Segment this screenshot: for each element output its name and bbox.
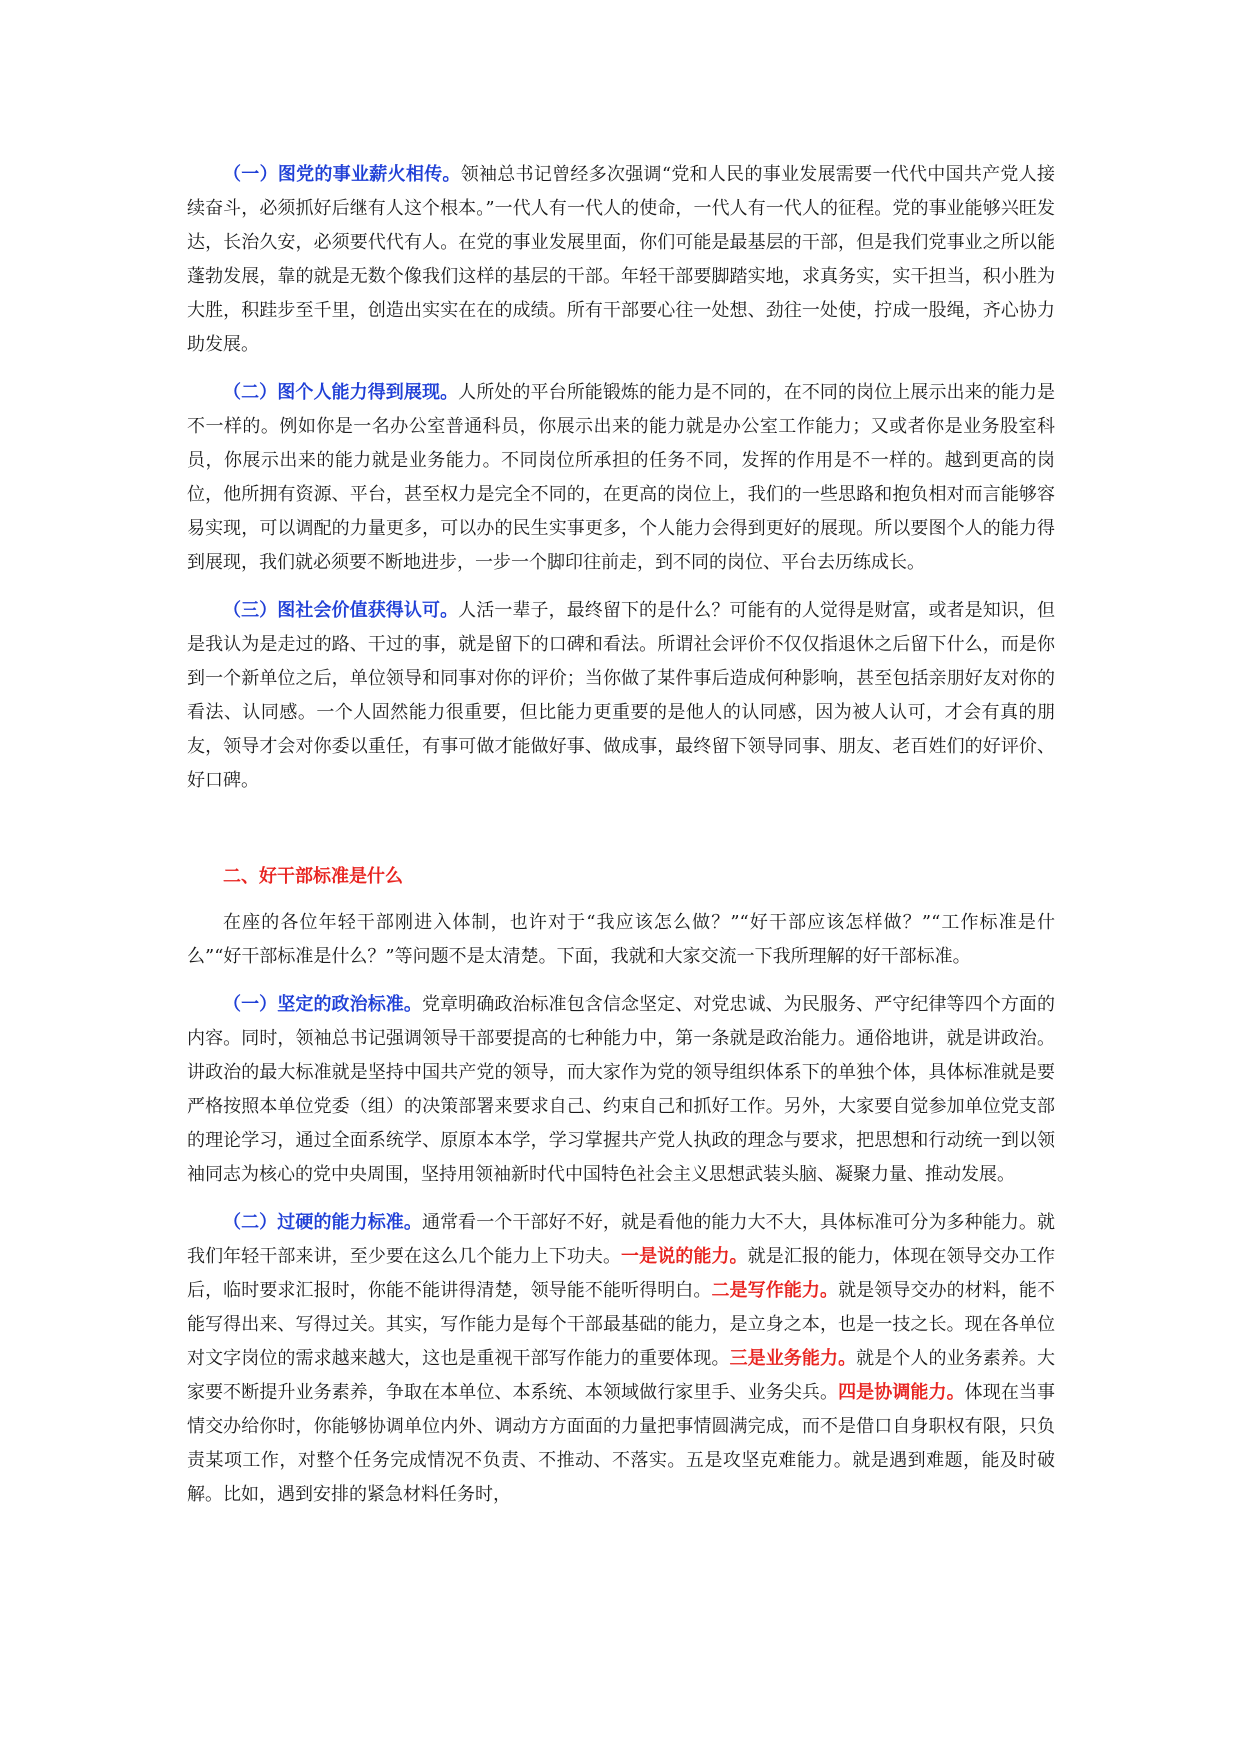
paragraph-text: 就是领导交办的材料，能不能写得出来、写得过关。其实，写作能力是每个干部最基础的能力，是立身之本，也是一技之长。现在各单位对文字岗位的需求越来越大，这也是重视干部写作能力的重要体现。 xyxy=(187,1280,1056,1369)
paragraph-lead: （二）过硬的能力标准。 xyxy=(223,1212,422,1233)
paragraph-text: 人所处的平台所能锻炼的能力是不同的，在不同的岗位上展示出来的能力是不一样的。例如你是一名办公室普通科员，你展示出来的能力就是办公室工作能力；又或者你是业务股室科员，你展示出来的能力就是业务能力。不同岗位所承担的任务不同，发挥的作用是不一样的。越到更高的岗位，他所拥有资源、平台，甚至权力是完全不同的，在更高的岗位上，我们的一些思路和抱负相对而言能够容易实现，可以调配的力量更多，可以办的民生实事更多，个人能力会得到更好的展现。所以要图个人的能力得到展现，我们就必须要不断地进步，一步一个脚印往前走，到不同的岗位、平台去历练成长。 xyxy=(187,382,1055,573)
paragraph-text: 体现在当事情交办给你时，你能够协调单位内外、调动方方面面的力量把事情圆满完成，而不是借口自身职权有限，只负责某项工作，对整个任务完成情况不负责、不推动、不落实。五是攻坚克难能力。就是遇到难题，能及时破解。比如，遇到安排的紧急材料任务时， xyxy=(187,1382,1056,1505)
paragraph-intro: 在座的各位年轻干部刚进入体制，也许对于“我应该怎么做？”“好干部应该怎样做？”“工作标准是什么”“好干部标准是什么？”等问题不是太清楚。下面，我就和大家交流一下我所理解的好干部标准。 xyxy=(187,912,1055,967)
paragraph-text: 就是汇报的能力，体现在领导交办工作后，临时要求汇报时，你能不能讲得清楚，领导能不能听得明白。 xyxy=(187,1246,1056,1301)
paragraph-text: 通常看一个干部好不好，就是看他的能力大不大，具体标准可分为多种能力。就我们年轻干部来讲，至少要在这么几个能力上下功夫。 xyxy=(187,1212,1056,1267)
emphasis-business-ability: 三是业务能力。 xyxy=(729,1348,857,1369)
paragraph-lead: （一）坚定的政治标准。 xyxy=(223,994,422,1015)
paragraph-text: 人活一辈子，最终留下的是什么？可能有的人觉得是财富，或者是知识，但是我认为是走过的路、干过的事，就是留下的口碑和看法。所谓社会评价不仅仅指退休之后留下什么，而是你到一个新单位之后，单位领导和同事对你的评价；当你做了某件事后造成何种影响，甚至包括亲朋好友对你的看法、认同感。一个人固然能力很重要，但比能力更重要的是他人的认同感，因为被人认可，才会有真的朋友，领导才会对你委以重任，有事可做才能做好事、做成事，最终留下领导同事、朋友、老百姓们的好评价、好口碑。 xyxy=(187,600,1055,791)
emphasis-speaking-ability: 一是说的能力。 xyxy=(621,1246,748,1267)
emphasis-coordination-ability: 四是协调能力。 xyxy=(838,1382,965,1403)
document-body xyxy=(187,158,1055,1526)
paragraph-party-cause xyxy=(187,158,1055,362)
paragraph-text: 就是个人的业务素养。大家要不断提升业务素养，争取在本单位、本系统、本领域做行家里手、业务尖兵。 xyxy=(187,1348,1056,1403)
paragraph-ability-standard xyxy=(187,1206,1055,1512)
paragraph-social-value xyxy=(187,594,1055,798)
paragraph-lead: （二）图个人能力得到展现。 xyxy=(223,382,459,403)
paragraph-lead: （三）图社会价值获得认可。 xyxy=(223,600,459,621)
paragraph-political-standard xyxy=(187,988,1055,1192)
section-heading: 二、好干部标准是什么 xyxy=(223,866,403,887)
emphasis-writing-ability: 二是写作能力。 xyxy=(711,1280,839,1301)
paragraph-text: 党章明确政治标准包含信念坚定、对党忠诚、为民服务、严守纪律等四个方面的内容。同时，领袖总书记强调领导干部要提高的七种能力中，第一条就是政治能力。通俗地讲，就是讲政治。讲政治的最大标准就是坚持中国共产党的领导，而大家作为党的领导组织体系下的单独个体，具体标准就是要严格按照本单位党委（组）的决策部署来要求自己、约束自己和抓好工作。另外，大家要自觉参加单位党支部的理论学习，通过全面系统学、原原本本学，学习掌握共产党人执政的理念与要求，把思想和行动统一到以领袖同志为核心的党中央周围，坚持用领袖新时代中国特色社会主义思想武装头脑、凝聚力量、推动发展。 xyxy=(187,994,1056,1185)
paragraph-text: 领袖总书记曾经多次强调“党和人民的事业发展需要一代代中国共产党人接续奋斗，必须抓好后继有人这个根本。”一代人有一代人的使命，一代人有一代人的征程。党的事业能够兴旺发达，长治久安，必须要代代有人。在党的事业发展里面，你们可能是最基层的干部，但是我们党事业之所以能蓬勃发展，靠的就是无数个像我们这样的基层的干部。年轻干部要脚踏实地，求真务实，实干担当，积小胜为大胜，积跬步至千里，创造出实实在在的成绩。所有干部要心往一处想、劲往一处使，拧成一股绳，齐心协力助发展。 xyxy=(187,164,1056,355)
paragraph-personal-ability xyxy=(187,376,1055,580)
paragraph-lead: （一）图党的事业薪火相传。 xyxy=(223,164,461,185)
